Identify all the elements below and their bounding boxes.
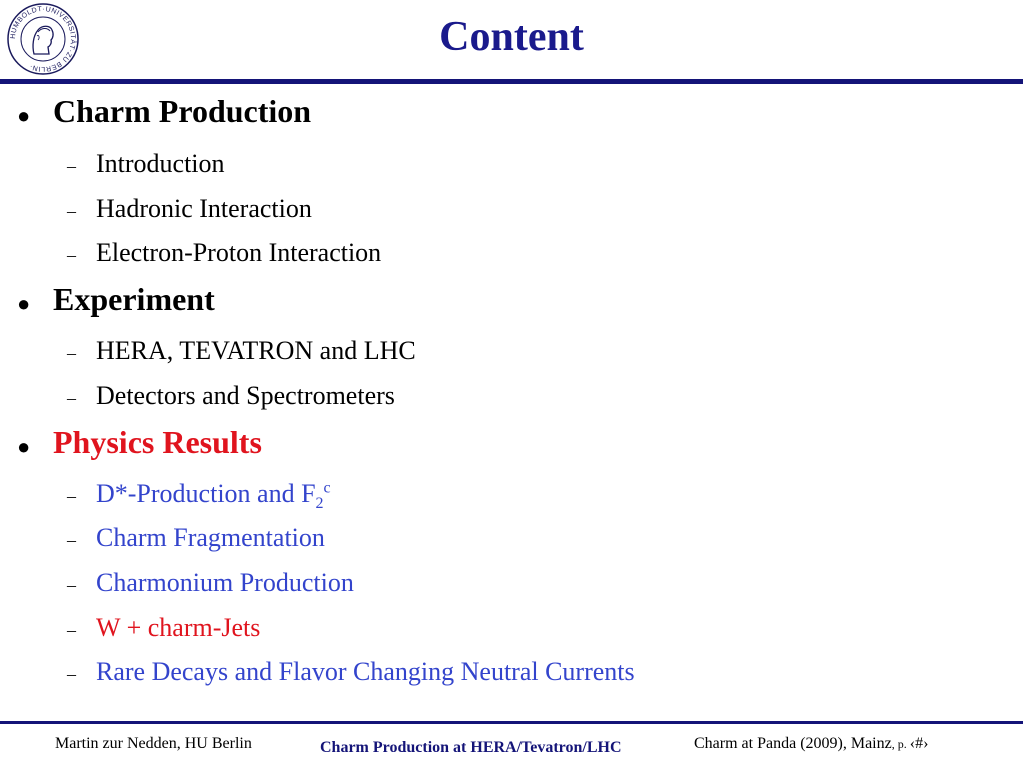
- svg-text:HUMBOLDT·UNIVERSITÄT·ZU BERLIN: HUMBOLDT·UNIVERSITÄT·ZU BERLIN·: [9, 5, 77, 73]
- list-item-text: D*-Production and $F_2^c$: [96, 479, 331, 513]
- section-heading: Experiment: [53, 281, 215, 317]
- slide-title: Content: [439, 14, 584, 60]
- footer-event: Charm at Panda (2009), Mainz, p. ‹#›: [694, 735, 929, 752]
- dash-icon: –: [67, 575, 76, 595]
- list-item-text: Rare Decays and Flavor Changing Neutral Currents: [96, 657, 635, 686]
- list-item-text: Electron-Proton Interaction: [96, 238, 382, 267]
- dash-icon: –: [67, 530, 76, 550]
- dash-icon: –: [67, 664, 76, 684]
- list-item-text: HERA, TEVATRON and LHC: [96, 336, 416, 365]
- bullet-icon: ●: [17, 103, 31, 128]
- list-item-text: Charmonium Production: [96, 568, 354, 597]
- footer-author: Martin zur Nedden, HU Berlin: [55, 735, 252, 752]
- dash-icon: –: [67, 156, 76, 176]
- footer-divider: [0, 721, 1023, 724]
- list-item-text: Charm Fragmentation: [96, 523, 325, 552]
- list-item-text: Introduction: [96, 149, 225, 178]
- dash-icon: –: [67, 201, 76, 221]
- list-item-text: W + charm-Jets: [96, 613, 261, 642]
- header-divider: [0, 79, 1023, 84]
- dash-icon: –: [67, 388, 76, 408]
- list-item-text: Detectors and Spectrometers: [96, 381, 395, 410]
- dash-icon: –: [67, 486, 76, 506]
- dash-icon: –: [67, 245, 76, 265]
- dash-icon: –: [67, 343, 76, 363]
- bullet-icon: ●: [17, 434, 31, 459]
- footer-talk-title: Charm Production at HERA/Tevatron/LHC: [320, 739, 622, 756]
- list-item-text: Hadronic Interaction: [96, 194, 312, 223]
- section-heading: Physics Results: [53, 424, 262, 460]
- dash-icon: –: [67, 620, 76, 640]
- page-number: ‹#›: [909, 735, 929, 752]
- section-heading: Charm Production: [53, 93, 312, 129]
- bullet-icon: ●: [17, 291, 31, 316]
